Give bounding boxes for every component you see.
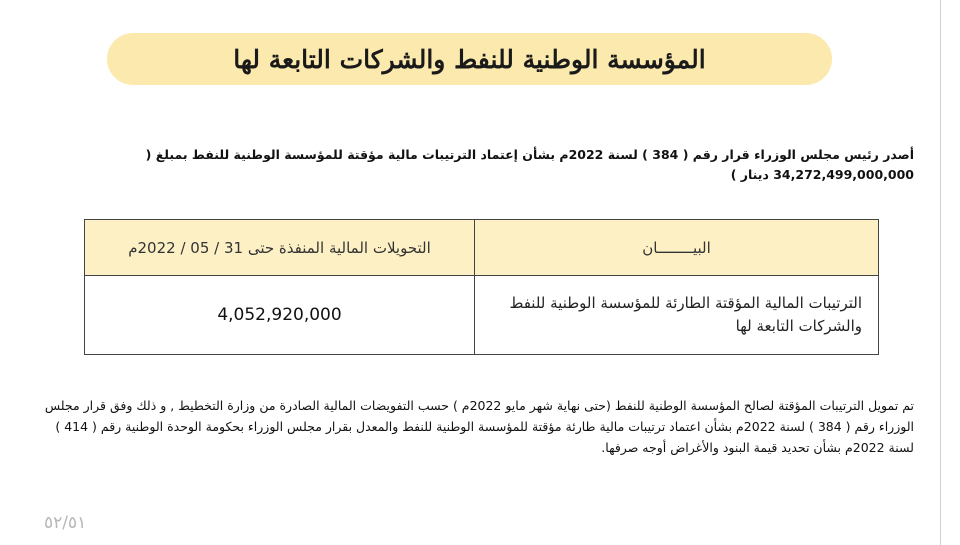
title-banner [107,33,832,85]
funding-paragraph: تم تمويل الترتيبات المؤقتة لصالح المؤسسة الوطنية للنفط (حتى نهاية شهر مايو 2022م ) حسب التفويضات المالية الصادرة من وزارة التخطيط , و ذلك وفق قرار مجلس الوزراء رقم ( 384 ) لسنة 2022م بشأن اعتماد ترتيبات مالية طارئة مؤقتة للمؤسسة الوطنية للنفط والمعدل بقرار مجلس الوزراء بحكومة الوحدة الوطنية رقم ( 414 ) لسنة 2022م بشأن تحديد قيمة البنود والأغراض أوجه صرفها. [44,398,914,455]
table-header-row [85,220,878,276]
header-amount: التحويلات المالية المنفذة حتى 31 / 05 / 2022م [128,238,431,257]
intro-text: أصدر رئيس مجلس الوزراء قرار رقم ( 384 ) لسنة 2022م بشأن إعتماد الترتيبات مالية مؤقتة للمؤسسة الوطنية للنفط بمبلغ ( 34,272,499,000,000 دينار ) [145,147,914,182]
header-description: البيــــــــان [474,220,878,275]
table-row [85,276,878,354]
page-title: المؤسسة الوطنية للنفط والشركات التابعة لها [233,44,706,74]
page-edge-line [940,0,941,545]
row-amount: 4,052,920,000 [217,305,342,325]
row-description: الترتيبات المالية المؤقتة الطارئة للمؤسسة الوطنية للنفط والشركات التابعة لها [474,276,878,354]
transfers-table [84,219,879,355]
page-number: ٥٢/٥١ [44,513,87,533]
